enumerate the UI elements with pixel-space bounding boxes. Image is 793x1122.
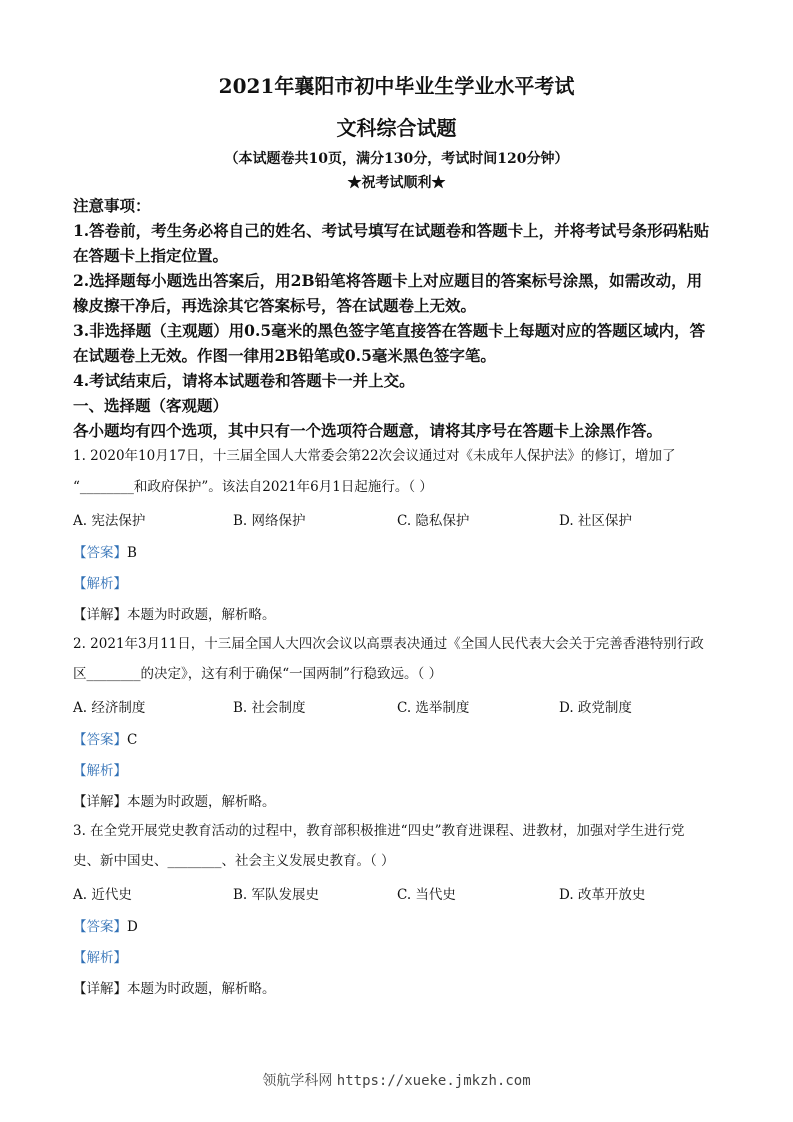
notice-line: 2.选择题每小题选出答案后，用2B铅笔将答题卡上对应题目的答案标号涂黑，如需改动，用 bbox=[73, 271, 703, 290]
question-2-option-b: B. 社会制度 bbox=[233, 700, 306, 716]
question-2-analysis-label: 【解析】 bbox=[73, 763, 127, 779]
question-2-detail: 【详解】本题为时政题，解析略。 bbox=[73, 794, 276, 810]
footer-site-name: 领航学科网 bbox=[262, 1073, 333, 1089]
notice-line: 橡皮擦干净后，再选涂其它答案标号，答在试题卷上无效。 bbox=[73, 296, 477, 315]
question-3-option-d: D. 改革开放史 bbox=[559, 887, 646, 903]
notice-line: 在试题卷上无效。作图一律用2B铅笔或0.5毫米黑色签字笔。 bbox=[73, 346, 496, 365]
notice-heading: 注意事项： bbox=[73, 196, 151, 215]
question-2-option-c: C. 选举制度 bbox=[397, 700, 470, 716]
question-1-answer: 【答案】B bbox=[73, 545, 137, 561]
exam-info: （本试题卷共10页，满分130分，考试时间120分钟） bbox=[224, 151, 569, 167]
question-2-text: 区________的决定》，这有利于确保“一国两制”行稳致远。（ ） bbox=[73, 666, 443, 682]
notice-line: 在答题卡上指定位置。 bbox=[73, 246, 229, 265]
question-1-option-a: A. 宪法保护 bbox=[73, 513, 146, 529]
question-1-option-d: D. 社区保护 bbox=[559, 513, 632, 529]
question-3-option-c: C. 当代史 bbox=[397, 887, 456, 903]
footer-url[interactable]: https://xueke.jmkzh.com bbox=[336, 1073, 531, 1089]
question-2-option-d: D. 政党制度 bbox=[559, 700, 632, 716]
question-1-option-b: B. 网络保护 bbox=[233, 513, 306, 529]
question-3-analysis-label: 【解析】 bbox=[73, 950, 127, 966]
question-1-detail: 【详解】本题为时政题，解析略。 bbox=[73, 607, 276, 623]
notice-line: 3.非选择题（主观题）用0.5毫米的黑色签字笔直接答在答题卡上每题对应的答题区域内，答 bbox=[73, 321, 706, 340]
page-footer bbox=[0, 1070, 793, 1090]
section-instruction: 各小题均有四个选项，其中只有一个选项符合题意，请将其序号在答题卡上涂黑作答。 bbox=[73, 421, 663, 440]
question-2-answer: 【答案】C bbox=[73, 732, 138, 748]
question-1-text: 1. 2020年10月17日，十三届全国人大常委会第22次会议通过对《未成年人保护法》的修订，增加了 bbox=[73, 448, 676, 464]
question-3-option-a: A. 近代史 bbox=[73, 887, 132, 903]
question-3-detail: 【详解】本题为时政题，解析略。 bbox=[73, 981, 276, 997]
question-3-text: 3. 在全党开展党史教育活动的过程中，教育部积极推进“四史”教育进课程、进教材，加强对学生进行党 bbox=[73, 823, 685, 839]
exam-wish: ★祝考试顺利★ bbox=[347, 175, 446, 191]
question-3-option-b: B. 军队发展史 bbox=[233, 887, 320, 903]
section-heading: 一、选择题（客观题） bbox=[73, 396, 229, 415]
question-3-answer: 【答案】D bbox=[73, 919, 138, 935]
question-1-text: “________和政府保护”。该法自2021年6月1日起施行。（ ） bbox=[73, 479, 433, 495]
notice-line: 4.考试结束后，请将本试题卷和答题卡一并上交。 bbox=[73, 371, 415, 390]
notice-line: 1.答卷前，考生务必将自己的姓名、考试号填写在试题卷和答题卡上，并将考试号条形码粘贴 bbox=[73, 221, 710, 240]
exam-subtitle: 文科综合试题 bbox=[336, 116, 457, 140]
exam-title: 2021年襄阳市初中毕业生学业水平考试 bbox=[218, 74, 575, 98]
question-2-option-a: A. 经济制度 bbox=[73, 700, 146, 716]
question-2-text: 2. 2021年3月11日，十三届全国人大四次会议以高票表决通过《全国人民代表大会关于完善香港特别行政 bbox=[73, 636, 704, 652]
question-1-option-c: C. 隐私保护 bbox=[397, 513, 470, 529]
question-3-text: 史、新中国史、________、社会主义发展史教育。（ ） bbox=[73, 853, 395, 869]
question-1-analysis-label: 【解析】 bbox=[73, 576, 127, 592]
